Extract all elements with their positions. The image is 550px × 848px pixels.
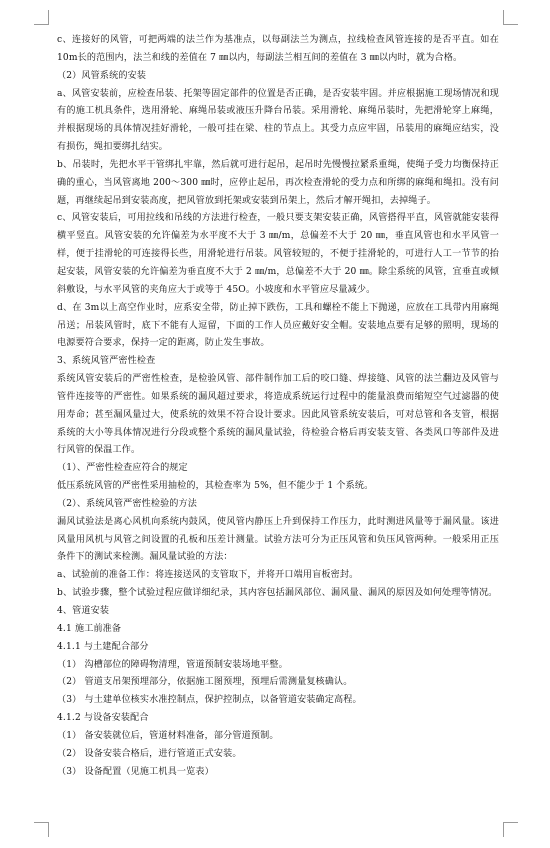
- paragraph-flange-check: c、连接好的风管，可把两端的法兰作为基准点，以每副法兰为测点，拉线检查风管连接的是否平直。如在 10m长的范围内，法兰和线的差值在 7 ㎜以内，每副法兰相互间的差值在 3 ㎜以内时，就为合格。: [57, 35, 499, 63]
- crop-mark-top-left: [34, 10, 49, 25]
- crop-mark-bottom-right: [503, 822, 518, 837]
- heading-pre-construction: 4.1 施工前准备: [57, 623, 122, 634]
- paragraph-test-steps: b、试验步骤，整个试验过程应做详细纪录，其内容包括漏风部位、漏风量、漏风的原因及如何处理等情况。: [57, 588, 498, 599]
- list-item: （1） 沟槽部位的障碍物清理，管道预制安装场地平整。: [57, 659, 288, 670]
- heading-equipment-coordination: 4.1.2 与设备安装配合: [57, 713, 149, 724]
- paragraph-alignment-check: c、风管安装后，可用拉线和吊线的方法进行检查，一般只要支架安装正确，风管搭得平直，风管就能安装得横平竖直。风管安装的允许偏差为水平度不大于 3 ㎜/m，总偏差不大于 20 ㎜，垂直风管也和水平风管一样，便于挂滑轮的可连接得长些，用滑轮进行吊装。风管较短的，不便于挂滑轮的，可进行人工一节节的抬起安装，风管安装的允许偏差为垂直度不大于 2 ㎜/m，总偏差不大于 20 ㎜。除尘系统的风管，宜垂直或倾斜敷设，与水平风管的夹角应大于或等于 45O。小坡度和水平管应尽量减少。: [57, 213, 499, 295]
- paragraph-leak-test: 漏风试验法是离心风机向系统内鼓风，使风管内静压上升到保持工作压力，此时测进风量等于漏风量。该进风量用风机与风管之间设置的孔板和压差计测量。试验方法可分为正压风管和负压风管两种。一般采用正压条件下的测试来检测。漏风量试验的方法：: [57, 516, 499, 563]
- list-item: （1） 备安装就位后，管道材料准备，部分管道预制。: [57, 730, 279, 741]
- heading-tightness-check: 3、系统风管严密性检查: [57, 356, 156, 367]
- document-page: [57, 32, 499, 781]
- paragraph-hoisting: b、吊装时，先把水平干管绑扎牢靠，然后就可进行起吊，起吊时先慢慢拉紧系重绳，使绳子受力均衡保持正确的重心，当风管离地 200～300 ㎜时，应停止起吊，再次检查滑轮的受力点和所绑的麻绳和绳扣。没有问题，再继续起吊到安装高度，把风管放到托架或安装到吊架上，然后才解开绳扣，去掉绳子。: [57, 159, 499, 206]
- paragraph-install-prep: a、风管安装前，应检查吊装、托架等固定部件的位置是否正确，是否安装牢固。并应根据施工现场情况和现有的施工机具条件，选用滑轮、麻绳吊装或液压升降台吊装。采用滑轮、麻绳吊装时，先把滑轮穿上麻绳，并根据现场的具体情况挂好滑轮，一般可挂在梁、柱的节点上。其受力点应牢固，吊装用的麻绳应结实，没有损伤，绳扣要绑扎结实。: [57, 88, 499, 153]
- list-item: （2） 管道支吊架预埋部分，依据施工图预埋，预埋后需测量复核确认。: [57, 677, 353, 688]
- heading-tightness-method: （2）、系统风管严密性检验的方法: [57, 498, 198, 509]
- paragraph-height-safety: d、在 3m以上高空作业时，应系安全带，防止掉下跌伤，工具和螺栓不能上下抛递，应放在工具带内用麻绳吊送；吊装风管时，底下不能有人逗留，下面的工作人员应戴好安全帽。安装地点要有足够的照明，现场的电源要符合要求，保持一定的距离，防止发生事故。: [57, 302, 499, 349]
- paragraph-tightness-intro: 系统风管安装后的严密性检查，是检验风管、部件制作加工后的咬口缝、焊接缝、风管的法兰翻边及风管与管件连接等的严密性。如果系统的漏风超过要求，将造成系统运行过程中的能量浪费而缩短空气过滤器的使用寿命；甚至漏风量过大，使系统的效果不符合设计要求。因此风管系统安装后，可对总管和各支管，根据系统的大小等具体情况进行分段或整个系统的漏风量试验，待检验合格后再安装支管、各类风口等部件及进行风管的保温工作。: [57, 374, 499, 456]
- heading-duct-system-install: （2）风管系统的安装: [57, 70, 147, 81]
- crop-mark-top-right: [503, 10, 518, 25]
- list-item: （3） 设备配置（见施工机具一览表）: [57, 766, 214, 777]
- heading-tightness-rules: （1）、严密性检查应符合的规定: [57, 463, 188, 474]
- list-item: （3） 与土建单位核实水准控制点，保护控制点，以备管道安装确定高程。: [57, 695, 362, 706]
- crop-mark-bottom-left: [34, 822, 49, 837]
- heading-civil-coordination: 4.1.1 与土建配合部分: [57, 641, 149, 652]
- paragraph-sampling-rate: 低压系统风管的严密性采用抽检的，其检查率为 5%，但不能少于 1 个系统。: [57, 481, 374, 492]
- paragraph-test-prep: a、试验前的准备工作：将连接送风的支管取下，并将开口端用盲板密封。: [57, 570, 359, 581]
- heading-pipe-install: 4、管道安装: [57, 606, 110, 616]
- list-item: （2） 设备安装合格后，进行管道正式安装。: [57, 748, 242, 759]
